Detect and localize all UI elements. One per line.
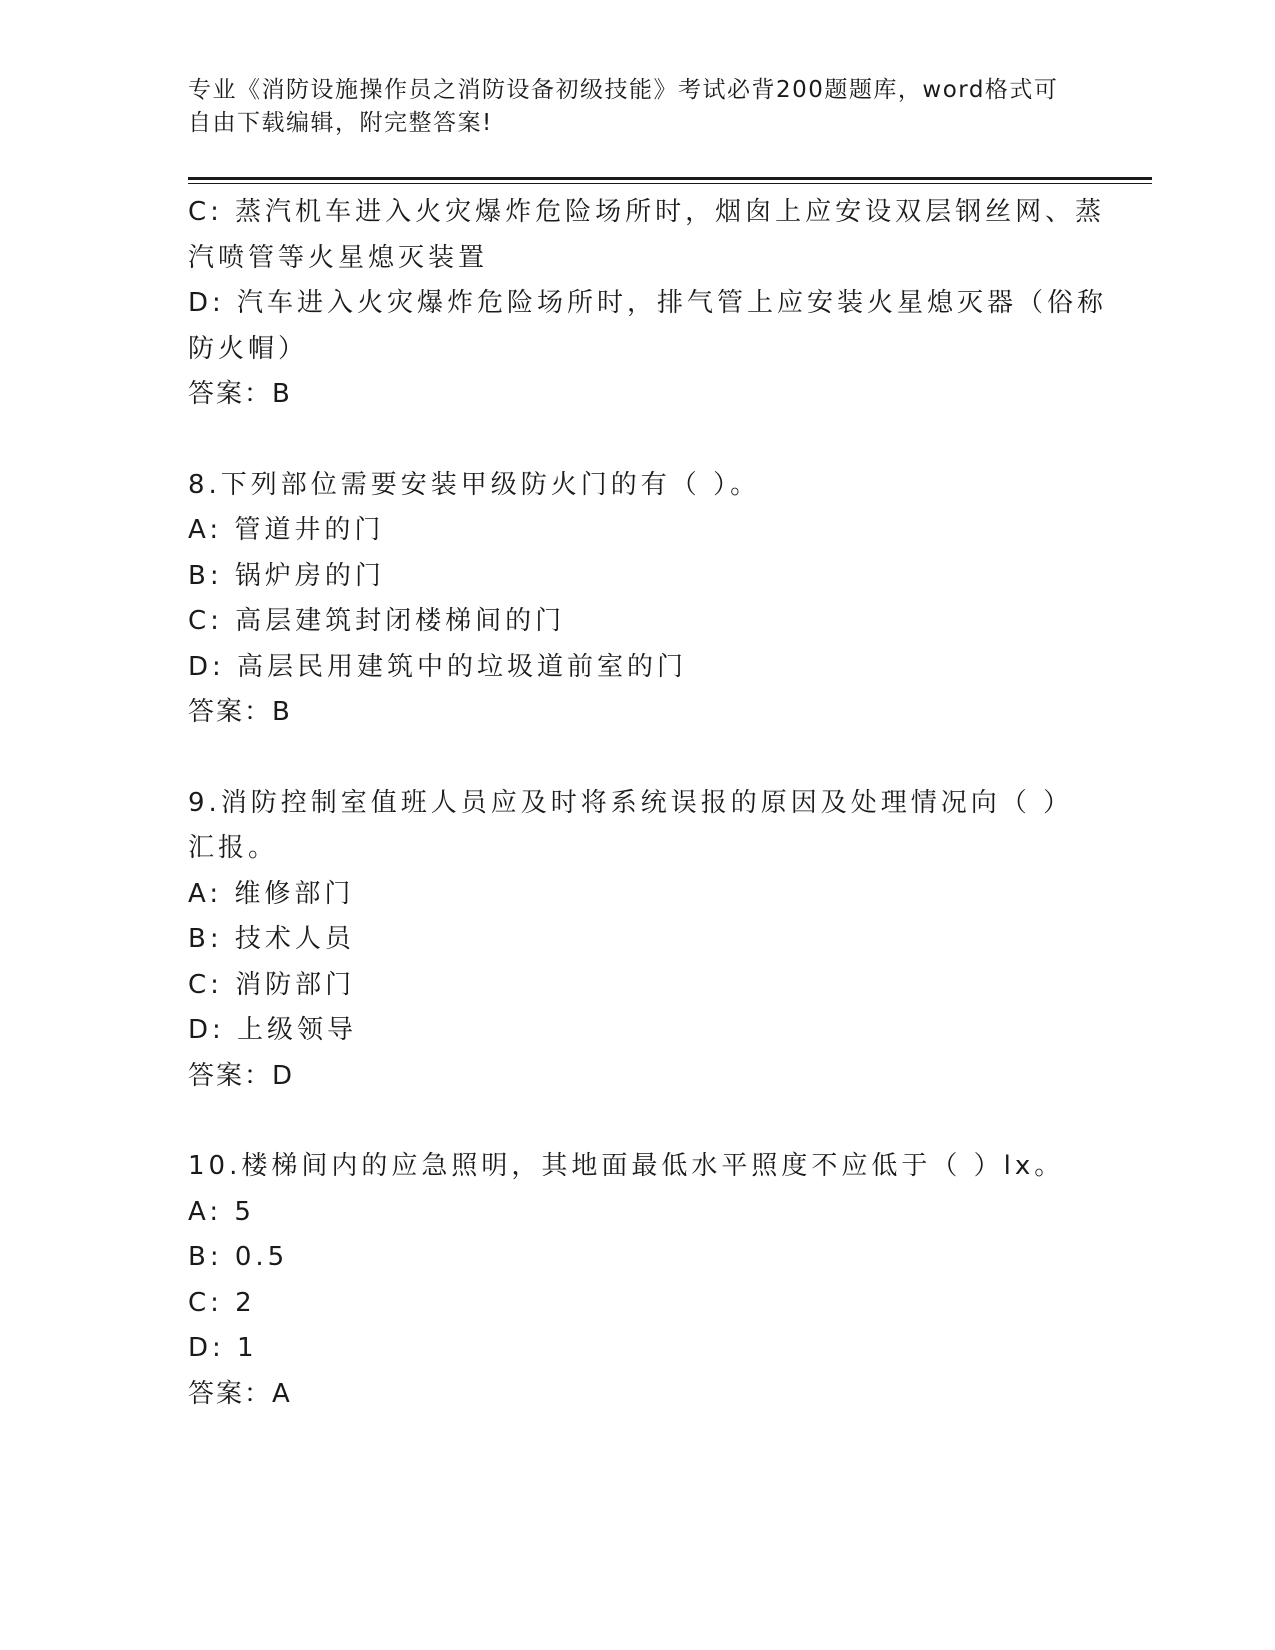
option-b: B: 0.5 — [188, 1242, 289, 1272]
question-stem: 8.下列部位需要安装甲级防火门的有（ ）。 — [188, 469, 761, 500]
answer-line: 答案：B — [188, 379, 292, 409]
option-a: A: 管道井的门 — [188, 515, 385, 545]
answer-line: 答案：D — [188, 1060, 295, 1091]
option-b: B: 技术人员 — [188, 924, 355, 954]
question-content — [188, 190, 1108, 1417]
header-line-2: 自由下载编辑，附完整答案! — [188, 110, 493, 136]
header-divider-thick — [188, 177, 1152, 180]
header-divider-thin — [188, 183, 1152, 184]
question-10 — [188, 1144, 1088, 1417]
option-a: A: 5 — [188, 1196, 255, 1227]
option-c: C: 2 — [188, 1287, 256, 1318]
option-c-line-1: C: 蒸汽机车进入火灾爆炸危险场所时，烟囱上应安设双层钢丝网、蒸 — [188, 197, 1106, 227]
option-d-line-1: D: 汽车进入火灾爆炸危险场所时，排气管上应安装火星熄灭器（俗称 — [188, 288, 1108, 318]
option-d: D: 高层民用建筑中的垃圾道前室的门 — [188, 651, 688, 682]
option-d: D: 1 — [188, 1333, 258, 1363]
document-header — [188, 74, 1068, 140]
option-c: C: 消防部门 — [188, 969, 356, 1000]
question-9 — [188, 781, 1088, 1100]
option-a: A: 维修部门 — [188, 878, 355, 909]
question-8 — [188, 463, 1088, 736]
question-7-continued — [188, 190, 1108, 418]
answer-line: 答案：A — [188, 1378, 292, 1409]
option-b: B: 锅炉房的门 — [188, 560, 385, 591]
question-stem-continued: 汇报。 — [188, 833, 279, 863]
header-line-1: 专业《消防设施操作员之消防设备初级技能》考试必背200题题库，word格式可 — [188, 77, 1059, 103]
question-stem: 9.消防控制室值班人员应及时将系统误报的原因及处理情况向（ ） — [188, 787, 1074, 818]
option-d: D: 上级领导 — [188, 1015, 358, 1045]
option-c-line-2: 汽喷管等火星熄灭装置 — [188, 242, 489, 273]
option-c: C: 高层建筑封闭楼梯间的门 — [188, 606, 566, 636]
answer-line: 答案：B — [188, 697, 292, 727]
option-d-line-2: 防火帽） — [188, 333, 309, 364]
question-stem: 10.楼梯间内的应急照明，其地面最低水平照度不应低于（ ）lx。 — [188, 1151, 1065, 1181]
